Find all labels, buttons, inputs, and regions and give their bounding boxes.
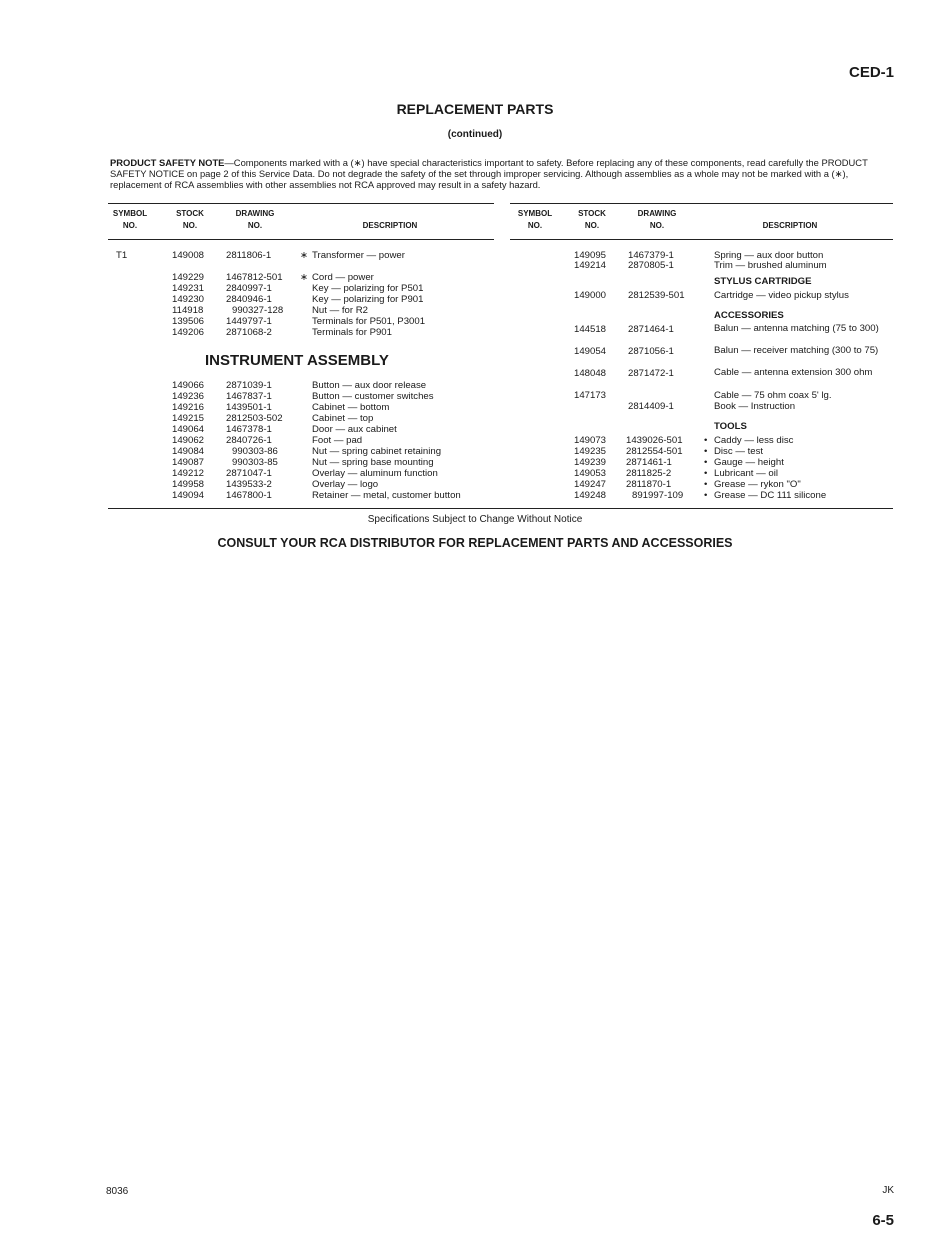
drawing-cell: 1467812-501: [226, 272, 283, 283]
description-cell: Grease — DC 111 silicone: [714, 490, 827, 501]
description-cell: Cable — antenna extension 300 ohm: [714, 367, 873, 378]
drawing-cell: 1439501-1: [226, 402, 272, 413]
drawing-cell: 1467837-1: [226, 391, 272, 402]
description-cell: Foot — pad: [312, 435, 363, 446]
stock-cell: 149064: [172, 424, 205, 435]
stock-cell: 149206: [172, 327, 205, 338]
description-cell: Overlay — logo: [312, 479, 379, 490]
stock-cell: 149066: [172, 380, 205, 391]
drawing-cell: 2812554-501: [626, 446, 683, 457]
drawing-cell: 2840946-1: [226, 294, 272, 305]
drawing-cell: 2871472-1: [628, 368, 674, 379]
stock-cell: 149239: [574, 457, 607, 468]
description-cell: Balun — receiver matching (300 to 75): [714, 345, 879, 356]
description-cell: Transformer — power: [312, 250, 405, 261]
col-header-drawing-line2: NO.: [247, 221, 263, 230]
stock-cell: 149053: [574, 468, 607, 479]
description-cell: Nut — spring base mounting: [312, 457, 434, 468]
col-header-stock: [164, 208, 216, 232]
col-header-symbol: [104, 208, 156, 232]
drawing-cell: 2871461-1: [626, 457, 672, 468]
description-cell: Key — polarizing for P501: [312, 283, 424, 294]
bullet-mark: •: [704, 457, 708, 468]
col-header-symbol-right-line2: NO.: [527, 221, 543, 230]
col-header-drawing-right: [628, 208, 686, 232]
stock-cell: 149094: [172, 490, 205, 501]
stock-cell: 144518: [574, 324, 607, 335]
stock-cell: 149073: [574, 435, 607, 446]
description-cell: Grease — rykon "O": [714, 479, 801, 490]
description-cell: Key — polarizing for P901: [312, 294, 424, 305]
stock-cell: 149235: [574, 446, 607, 457]
col-header-stock-right-line2: NO.: [584, 221, 600, 230]
description-cell: Cartridge — video pickup stylus: [714, 290, 849, 301]
stock-cell: 149231: [172, 283, 205, 294]
drawing-cell: 2812539-501: [628, 290, 685, 301]
description-cell: Nut — for R2: [312, 305, 368, 316]
stock-cell: 149230: [172, 294, 205, 305]
drawing-cell: 1467379-1: [628, 250, 674, 261]
drawing-cell: 990303-85: [232, 457, 278, 468]
description-cell: Cable — 75 ohm coax 5' lg.: [714, 390, 832, 401]
drawing-cell: 2814409-1: [628, 401, 674, 412]
drawing-cell: 2811870-1: [626, 479, 672, 490]
drawing-cell: 2811806-1: [226, 250, 272, 261]
safety-mark: ∗: [300, 272, 309, 283]
bullet-mark: •: [704, 490, 708, 501]
description-cell: Trim — brushed aluminum: [714, 260, 827, 271]
bullet-mark: •: [704, 479, 708, 490]
col-header-drawing-right-line1: DRAWING: [637, 209, 677, 218]
description-cell: Book — Instruction: [714, 401, 796, 412]
drawing-cell: 1467378-1: [226, 424, 272, 435]
page-title: REPLACEMENT PARTS: [396, 101, 554, 117]
page-number: 6-5: [872, 1212, 894, 1229]
section-heading-stylus-cartridge: STYLUS CARTRIDGE: [714, 276, 812, 287]
drawing-cell: 1467800-1: [226, 490, 272, 501]
safety-note-text: —Components marked with a (∗) have special characteristics important to safety. Before replacing any of these components, read carefully the PRODUCT SAFETY NOTICE on page 2 of this Service Data. Do not degrade the safety of the set through improper servicing. Although assemblies as a whole may not be marked with a (∗), replacement of RCA assemblies with other assemblies not RCA approved may result in a safety hazard.: [110, 157, 868, 190]
drawing-cell: 2871047-1: [226, 468, 272, 479]
col-header-description-right: [730, 220, 850, 232]
table-top-rule-right: [510, 203, 893, 204]
stock-cell: 149000: [574, 290, 607, 301]
stock-cell: 149095: [574, 250, 607, 261]
stock-cell: 149214: [574, 260, 607, 271]
drawing-cell: 2871464-1: [628, 324, 674, 335]
col-header-drawing-line1: DRAWING: [235, 209, 275, 218]
stock-cell: 149247: [574, 479, 607, 490]
symbol-cell: T1: [116, 250, 128, 261]
col-header-symbol-right: [509, 208, 561, 232]
section-heading-accessories: ACCESSORIES: [714, 310, 784, 321]
col-header-stock-right-line1: STOCK: [578, 209, 606, 218]
bullet-mark: •: [704, 435, 708, 446]
col-header-drawing-right-line2: NO.: [649, 221, 665, 230]
col-header-symbol-line1: SYMBOL: [112, 209, 148, 218]
drawing-cell: 990327-128: [232, 305, 284, 316]
product-safety-note: [110, 157, 896, 190]
stock-cell: 149958: [172, 479, 205, 490]
description-cell: Disc — test: [714, 446, 764, 457]
safety-note-label: PRODUCT SAFETY NOTE: [110, 157, 225, 168]
col-header-description: [330, 220, 450, 232]
stock-cell: 139506: [172, 316, 205, 327]
col-header-stock-right: [566, 208, 618, 232]
stock-cell: 149236: [172, 391, 205, 402]
col-header-stock-line1: STOCK: [176, 209, 204, 218]
description-cell: Terminals for P901: [312, 327, 392, 338]
description-cell: Cabinet — bottom: [312, 402, 390, 413]
description-cell: Door — aux cabinet: [312, 424, 397, 435]
header-rule-left: [108, 239, 494, 240]
bullet-mark: •: [704, 446, 708, 457]
stock-cell: 148048: [574, 368, 607, 379]
description-cell: Nut — spring cabinet retaining: [312, 446, 442, 457]
stock-cell: 149229: [172, 272, 205, 283]
col-header-drawing: [226, 208, 284, 232]
drawing-cell: 2871039-1: [226, 380, 272, 391]
drawing-cell: 2811825-2: [626, 468, 672, 479]
stock-cell: 149084: [172, 446, 205, 457]
section-heading-instrument-assembly: INSTRUMENT ASSEMBLY: [205, 352, 389, 369]
page-subtitle: (continued): [447, 129, 503, 140]
stock-cell: 149054: [574, 346, 607, 357]
stock-cell: 147173: [574, 390, 607, 401]
description-cell: Terminals for P501, P3001: [312, 316, 426, 327]
drawing-cell: 2871056-1: [628, 346, 674, 357]
stock-cell: 149212: [172, 468, 205, 479]
header-rule-right: [510, 239, 893, 240]
stock-cell: 149216: [172, 402, 205, 413]
col-header-stock-line2: NO.: [182, 221, 198, 230]
col-header-description-right-label: DESCRIPTION: [762, 221, 818, 230]
description-cell: Caddy — less disc: [714, 435, 794, 446]
description-cell: Cabinet — top: [312, 413, 374, 424]
footer-code-left: 8036: [106, 1186, 129, 1197]
table-top-rule-left: [108, 203, 494, 204]
col-header-symbol-line2: NO.: [122, 221, 138, 230]
drawing-cell: 2871068-2: [226, 327, 272, 338]
table-bottom-rule: [108, 508, 893, 509]
drawing-cell: 891997-109: [632, 490, 684, 501]
drawing-cell: 1439533-2: [226, 479, 272, 490]
description-cell: Cord — power: [312, 272, 374, 283]
stock-cell: 149062: [172, 435, 205, 446]
drawing-cell: 990303-86: [232, 446, 278, 457]
col-header-description-label: DESCRIPTION: [362, 221, 418, 230]
specifications-notice: Specifications Subject to Change Without Notice: [367, 514, 583, 525]
drawing-cell: 2840997-1: [226, 283, 272, 294]
description-cell: Retainer — metal, customer button: [312, 490, 461, 501]
description-cell: Spring — aux door button: [714, 250, 824, 261]
safety-mark: ∗: [300, 250, 309, 261]
bullet-mark: •: [704, 468, 708, 479]
stock-cell: 149008: [172, 250, 205, 261]
description-cell: Overlay — aluminum function: [312, 468, 438, 479]
drawing-cell: 2870805-1: [628, 260, 674, 271]
col-header-symbol-right-line1: SYMBOL: [517, 209, 553, 218]
description-cell: Lubricant — oil: [714, 468, 778, 479]
description-cell: Button — customer switches: [312, 391, 434, 402]
document-code: CED-1: [848, 64, 894, 81]
drawing-cell: 2812503-502: [226, 413, 283, 424]
description-cell: Balun — antenna matching (75 to 300): [714, 323, 879, 334]
consult-distributor-banner: CONSULT YOUR RCA DISTRIBUTOR FOR REPLACEMENT PARTS AND ACCESSORIES: [217, 536, 733, 550]
description-cell: Gauge — height: [714, 457, 784, 468]
stock-cell: 149087: [172, 457, 205, 468]
description-cell: Button — aux door release: [312, 380, 427, 391]
drawing-cell: 1449797-1: [226, 316, 272, 327]
drawing-cell: 1439026-501: [626, 435, 683, 446]
section-heading-tools: TOOLS: [714, 421, 747, 432]
stock-cell: 149248: [574, 490, 607, 501]
drawing-cell: 2840726-1: [226, 435, 272, 446]
stock-cell: 149215: [172, 413, 205, 424]
stock-cell: 114918: [172, 305, 204, 316]
footer-code-right: JK: [882, 1185, 894, 1196]
